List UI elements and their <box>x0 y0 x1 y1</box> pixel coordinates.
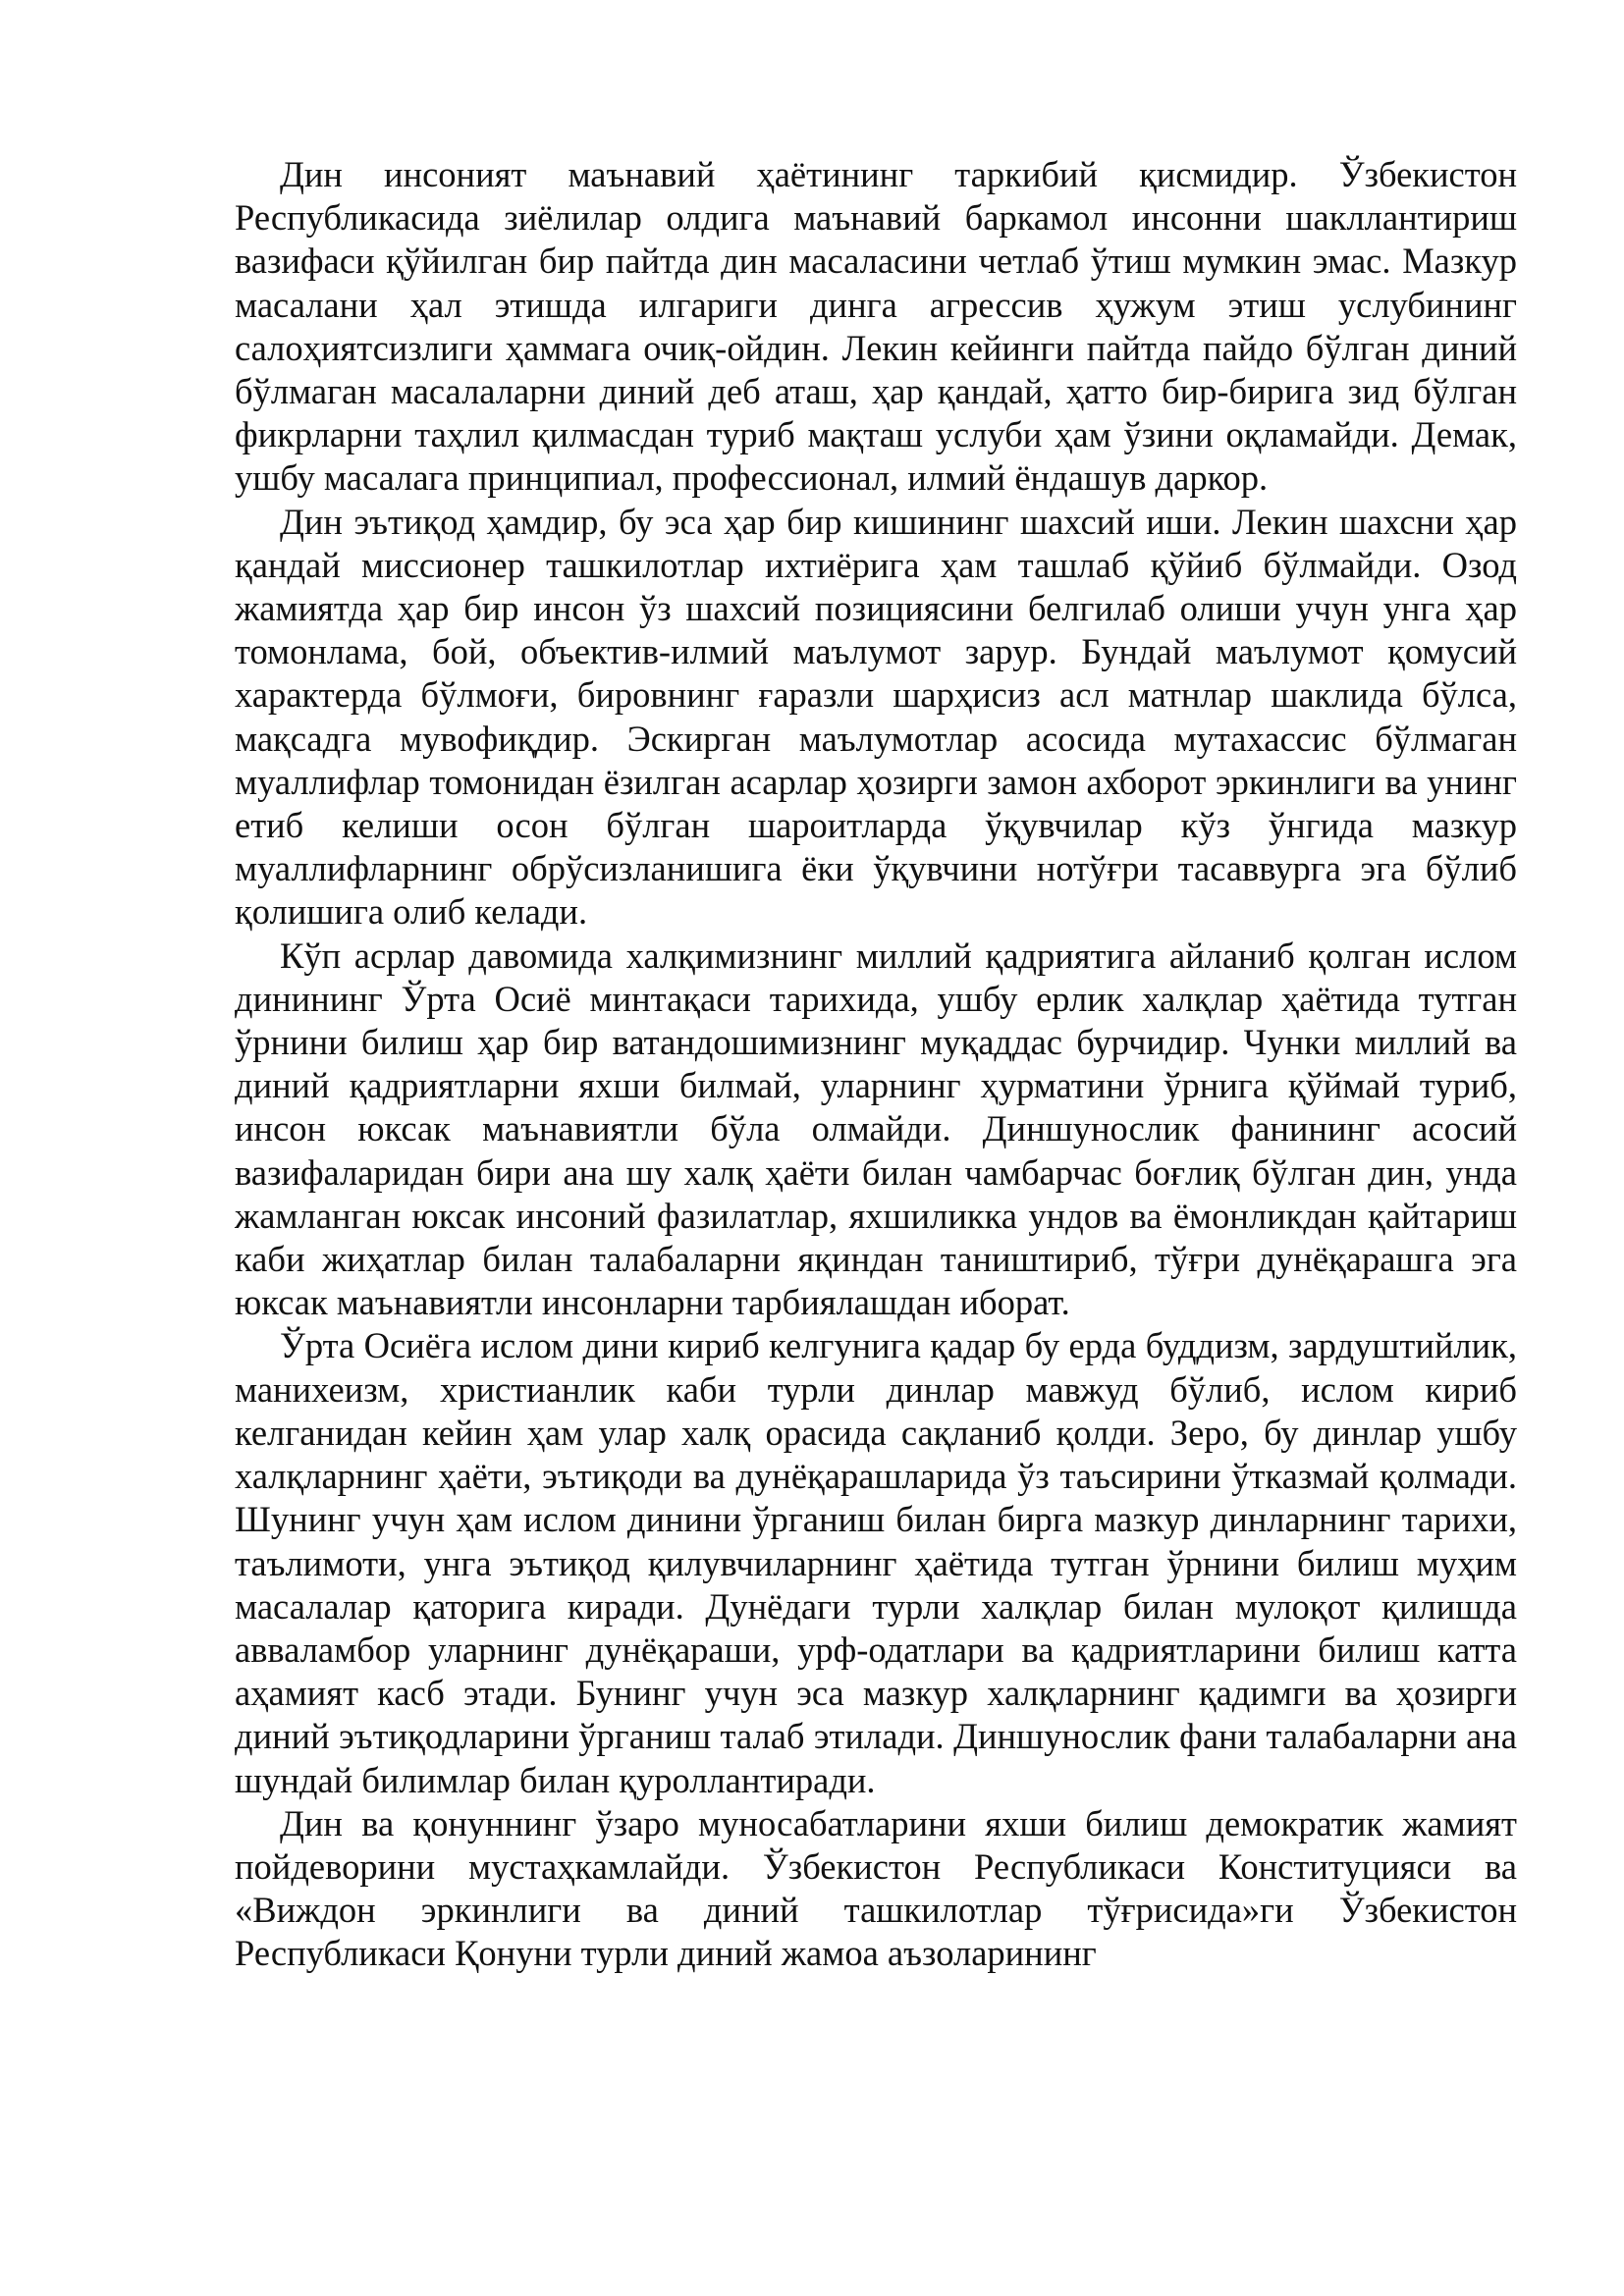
body-text <box>235 153 1517 1976</box>
paragraph-4: Ўрта Осиёга ислом дини кириб келгунига қадар бу ерда буддизм, зардуштийлик, манихеизм, христианлик каби турли динлар мавжуд бўлиб, ислом кириб келганидан кейин ҳам улар халқ орасида сақланиб қолди. Зеро, бу динлар ушбу халқларнинг ҳаёти, эътиқоди ва дунёқарашларида ўз таъсирини ўтказмай қолмади. Шунинг учун ҳам ислом динини ўрганиш билан бирга мазкур динларнинг тарихи, таълимоти, унга эътиқод қилувчиларнинг ҳаётида тутган ўрнини билиш муҳим масалалар қаторига киради. Дунёдаги турли халқлар билан мулоқот қилишда авваламбор уларнинг дунёқараши, урф-одатлари ва қадриятларини билиш катта аҳамият касб этади. Бунинг учун эса мазкур халқларнинг қадимги ва ҳозирги диний эътиқодларини ўрганиш талаб этилади. Диншунослик фани талабаларни ана шундай билимлар билан қуроллантиради. <box>235 1325 1517 1800</box>
paragraph-2: Дин эътиқод ҳамдир, бу эса ҳар бир кишининг шахсий иши. Лекин шахсни ҳар қандай миссионер ташкилотлар ихтиёрига ҳам ташлаб қўйиб бўлмайди. Озод жамиятда ҳар бир инсон ўз шахсий позициясини белгилаб олиши учун унга ҳар томонлама, бой, объектив-илмий маълумот зарур. Бундай маълумот қомусий характерда бўлмоғи, бировнинг ғаразли шарҳисиз асл матнлар шаклида бўлса, мақсадга мувофиқдир. Эскирган маълумотлар асосида мутахассис бўлмаган муаллифлар томонидан ёзилган асарлар ҳозирги замон ахборот эркинлиги ва унинг етиб келиши осон бўлган шароитларда ўқувчилар кўз ўнгида мазкур муаллифларнинг обрўсизланишига ёки ўқувчини нотўғри тасаввурга эга бўлиб қолишига олиб келади. <box>235 501 1517 933</box>
paragraph-3: Кўп асрлар давомида халқимизнинг миллий қадриятига айланиб қолган ислом динининг Ўрта Осиё минтақаси тарихида, ушбу ерлик халқлар ҳаётида тутган ўрнини билиш ҳар бир ватандошимизнинг муқаддас бурчидир. Чунки миллий ва диний қадриятларни яхши билмай, уларнинг ҳурматини ўрнига қўймай туриб, инсон юксак маънавиятли бўла олмайди. Диншунослик фанининг асосий вазифаларидан бири ана шу халқ ҳаёти билан чамбарчас боғлиқ бўлган дин, унда жамланган юксак инсоний фазилатлар, яхшиликка ундов ва ёмонликдан қайтариш каби жиҳатлар билан талабаларни яқиндан таништириб, тўғри дунёқарашга эга юксак маънавиятли инсонларни тарбиялашдан иборат. <box>235 934 1517 1323</box>
paragraph-5: Дин ва қонуннинг ўзаро муносабатларини яхши билиш демократик жамият пойдеворини мустаҳкамлайди. Ўзбекистон Республикаси Конституцияси ва «Виждон эркинлиги ва диний ташкилотлар тўғрисида»ги Ўзбекистон Республикаси Қонуни турли диний жамоа аъзоларининг <box>235 1802 1517 1974</box>
paragraph-1: Дин инсоният маънавий ҳаётининг таркибий қисмидир. Ўзбекистон Республикасида зиёлилар олдига маънавий баркамол инсонни шакллантириш вазифаси қўйилган бир пайтда дин масаласини четлаб ўтиш мумкин эмас. Мазкур масалани ҳал этишда илгариги динга агрессив ҳужум этиш услубининг салоҳиятсизлиги ҳаммага очиқ-ойдин. Лекин кейинги пайтда пайдо бўлган диний бўлмаган масалаларни диний деб аташ, ҳар қандай, ҳатто бир-бирига зид бўлган фикрларни таҳлил қилмасдан туриб мақташ услуби ҳам ўзини оқламайди. Демак, ушбу масалага принципиал, профессионал, илмий ёндашув даркор. <box>235 154 1517 499</box>
